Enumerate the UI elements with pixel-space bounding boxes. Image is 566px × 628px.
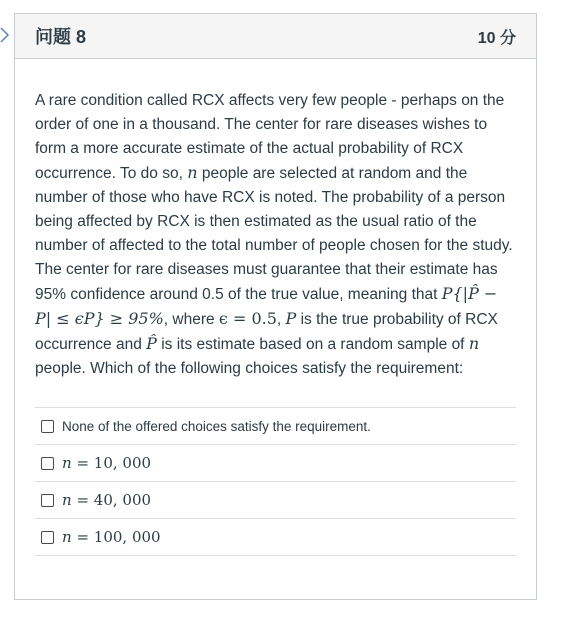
question-text-part: , bbox=[276, 311, 286, 328]
answer-label: None of the offered choices satisfy the requirement. bbox=[62, 418, 371, 434]
answer-checkbox[interactable] bbox=[41, 531, 54, 544]
answer-label bbox=[62, 454, 151, 472]
question-text-part: is its estimate based on a random sample of bbox=[156, 336, 469, 353]
answer-checkbox[interactable] bbox=[41, 457, 54, 470]
math-var-n: n bbox=[187, 163, 198, 182]
question-card bbox=[14, 13, 537, 600]
math-var-p: P bbox=[285, 309, 297, 328]
answer-checkbox[interactable] bbox=[41, 494, 54, 507]
question-text-part: people. Which of the following choices satisfy the requirement: bbox=[35, 360, 464, 377]
math-equals: = bbox=[71, 528, 94, 546]
answer-label bbox=[62, 491, 151, 509]
math-formula: P{|P̂ − P| ≤ ϵP} ≥ 95% bbox=[35, 284, 498, 328]
question-text bbox=[35, 89, 516, 381]
math-equals: = bbox=[71, 454, 94, 472]
question-text-part: is the true probability of RCX occurrence and bbox=[35, 311, 498, 353]
math-var-n: n bbox=[62, 528, 72, 546]
question-text-part: , where bbox=[163, 311, 219, 328]
answer-list bbox=[35, 407, 516, 556]
answer-value: 100, 000 bbox=[93, 528, 161, 546]
previous-arrow-icon[interactable] bbox=[0, 27, 10, 43]
answer-option-100000[interactable] bbox=[35, 519, 516, 556]
question-text-part: people are selected at random and the number of those who have RCX is noted. The probability of a person being affected by RCX is then estimated as the usual ratio of the number of affected to the total number of people chosen for the study. The center for rare diseases must guarantee that their estimate has 95% confidence around 0.5 of the true value, meaning that bbox=[35, 165, 513, 303]
question-title: 问题 8 bbox=[35, 27, 87, 47]
math-epsilon: ϵ = 0.5 bbox=[218, 309, 277, 328]
question-text-part: A rare condition called RCX affects very few people - perhaps on the order of one in a thousand. The center for rare diseases wishes to form a more accurate estimate of the actual probability of RCX occurrence. To do so, bbox=[35, 92, 505, 182]
answer-option-none[interactable] bbox=[35, 408, 516, 445]
math-var-phat: P̂ bbox=[146, 334, 157, 353]
math-var-n: n bbox=[62, 491, 72, 509]
question-body bbox=[15, 59, 536, 556]
answer-option-10000[interactable] bbox=[35, 445, 516, 482]
answer-option-40000[interactable] bbox=[35, 482, 516, 519]
math-var-n: n bbox=[468, 334, 480, 353]
answer-value: 10, 000 bbox=[93, 454, 152, 472]
answer-checkbox[interactable] bbox=[41, 420, 54, 433]
answer-value: 40, 000 bbox=[93, 491, 152, 509]
answer-label bbox=[62, 528, 161, 546]
math-equals: = bbox=[71, 491, 94, 509]
question-points: 10 分 bbox=[477, 29, 516, 47]
question-header bbox=[15, 14, 536, 59]
math-var-n: n bbox=[62, 454, 72, 472]
